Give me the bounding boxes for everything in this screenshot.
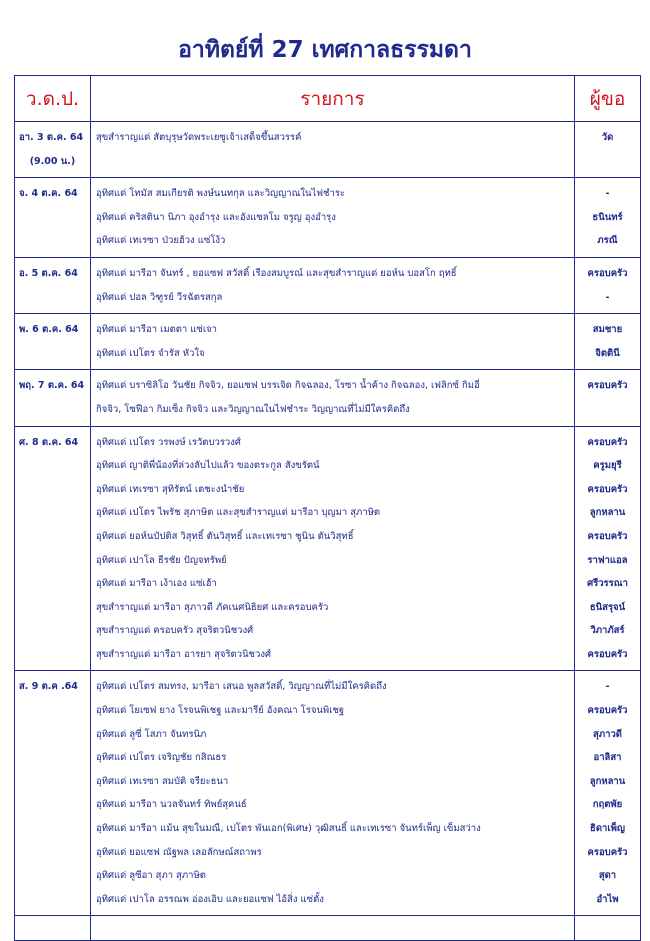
- intention-line: อุทิศแด่ โทมัส สมเกียรติ พงษ์นนทกุล และวิญญาณในไฟชำระ: [96, 188, 346, 200]
- intention-line: อุทิศแด่ เปโตร สมทรง, มารีอา เสนอ พูลสวัสดิ์, วิญญาณที่ไม่มีใครคิดถึง: [96, 681, 387, 693]
- intentions-cell: [91, 178, 575, 258]
- table-row: [15, 257, 641, 313]
- date-cell: [15, 426, 91, 671]
- header-requester: ผู้ขอ: [575, 76, 641, 122]
- requester-name: ศรีวรรณา: [587, 578, 628, 590]
- table-row: [15, 671, 641, 916]
- intention-line: อุทิศแด่ ปอล วิฑูรย์ วีรฉัตรสกุล: [96, 291, 223, 303]
- date-cell: [15, 314, 91, 370]
- requester-name: -: [605, 291, 610, 303]
- table-row: [15, 426, 641, 671]
- date-text: อา. 3 ต.ค. 64: [19, 132, 84, 143]
- requester-name: ราฟาแอล: [587, 554, 628, 566]
- requester-name: จิตตินี: [595, 347, 620, 359]
- requester-name: สมชาย: [592, 324, 623, 336]
- intentions-cell: [91, 314, 575, 370]
- requester-name: ครอบครัว: [587, 267, 628, 279]
- requester-name: วิภาภัสร์: [590, 625, 625, 637]
- intention-line: อุทิศแด่ ญาติพี่น้องที่ล่วงลับไปแล้ว ของตระกูล สังขรัตน์: [96, 460, 320, 472]
- requester-name: -: [605, 188, 610, 200]
- table-body: [15, 122, 641, 941]
- date-text: ศ. 8 ต.ค. 64: [19, 436, 79, 448]
- intention-line: อุทิศแด่ เปโตร เจริญชัย กสิณธร: [96, 752, 227, 764]
- intention-line: อุทิศแด่ ลูซี่ โสภา จันทรนิภ: [96, 728, 207, 740]
- intention-line: อุทิศแด่ มารีอา เมตตา แซ่เจา: [96, 324, 217, 336]
- intention-line: อุทิศแด่ เปาโล อรรณพ อ่องเอิบ และยอแซฟ ไอ้สิ่ง แซ่ตั้ง: [96, 893, 324, 905]
- intention-line: อุทิศแด่ เทเรซา ป่วยฮ้วง แซ่โง้ว: [96, 235, 226, 247]
- requester-name: ครอบครัว: [587, 380, 628, 392]
- table-row: [15, 314, 641, 370]
- empty-cell: [575, 916, 641, 941]
- intention-line: สุขสำราญแด่ ครอบครัว สุจริตวนิชวงศ์: [96, 625, 254, 637]
- intention-line: อุทิศแด่ ยอห์นบัปติส วิสุทธิ์ ตันวิสุทธิ์ และเทเรซา ชูนิน ตันวิสุทธิ์: [96, 530, 354, 542]
- requester-name: ลูกหลาน: [589, 775, 626, 787]
- date-cell: [15, 178, 91, 258]
- date-cell: [15, 122, 91, 178]
- intention-line: กิจจิว, โซฟีอา กิมเซ็ง กิจจิว และวิญญาณในไฟชำระ วิญญาณที่ไม่มีใครคิดถึง: [96, 403, 410, 415]
- requester-cell: [575, 370, 641, 426]
- requester-name: ธนินทร์: [592, 211, 623, 223]
- requester-name: วัด: [601, 132, 614, 143]
- intention-line: อุทิศแด่ โยเซฟ ยาง โรจนพิเชฐ และมารีย์ อังคณา โรจนพิเชฐ: [96, 705, 345, 717]
- intention-line: อุทิศแด่ มารีอา จันทร์ , ยอแซฟ สวัสดิ์ เรืองสมบูรณ์ และสุขสำราญแด่ ยอห์น บอสโก ฤทธิ์: [96, 267, 457, 279]
- intention-line: อุทิศแด่ ลูซีอา สุภา สุภาษิต: [96, 870, 206, 882]
- date-cell: [15, 257, 91, 313]
- requester-name: สุภาวดี: [593, 728, 622, 740]
- intention-line: อุทิศแด่ มารีอา แม้น สุขในมณี, เปโตร พันเอก(พิเศษ) วุฒิสนธิ์ และเทเรซา จันทร์เพ็ญ เข็มสว่าง: [96, 823, 481, 835]
- empty-cell: [91, 916, 575, 941]
- requester-name: ครอบครัว: [587, 648, 628, 660]
- intentions-cell: [91, 257, 575, 313]
- intention-line: อุทิศแด่ เปาโล ธีรชัย ปัญจทรัพย์: [96, 554, 227, 566]
- requester-name: สุดา: [598, 870, 617, 882]
- date-text: พ. 6 ต.ค. 64: [19, 324, 79, 336]
- requester-name: ธนิสรุจน์: [589, 601, 626, 613]
- table-header-row: [15, 76, 641, 122]
- requester-name: ภรณี: [597, 235, 618, 247]
- intention-line: สุขสำราญแด่ มารีอา อารยา สุจริตวนิชวงศ์: [96, 648, 272, 660]
- requester-name: กฤตพัย: [592, 799, 623, 811]
- intention-line: สุขสำราญแด่ สัตบุรุษวัดพระเยซูเจ้าเสด็จขึ้นสวรรค์: [96, 132, 302, 143]
- requester-cell: [575, 671, 641, 916]
- intention-line: อุทิศแด่ เปโตร ไพรัช สุภาษิต และสุขสำราญแด่ มารีอา บุญมา สุภาษิต: [96, 507, 381, 519]
- requester-name: ครอบครัว: [587, 846, 628, 858]
- intention-line: อุทิศแด่ มารีอา เง้าเอง แซ่เฮ้า: [96, 578, 217, 590]
- intentions-cell: [91, 671, 575, 916]
- date-cell: [15, 370, 91, 426]
- requester-cell: [575, 314, 641, 370]
- table-row: [15, 178, 641, 258]
- requester-name: -: [605, 681, 610, 693]
- intention-line: อุทิศแด่ คริสตินา นิภา อุงอำรุง และอังแซลโม จรูญ อุงอำรุง: [96, 211, 336, 223]
- date-cell: [15, 671, 91, 916]
- intention-line: อุทิศแด่ ยอแซฟ ณัฐพล เลอลักษณ์สถาพร: [96, 846, 262, 858]
- requester-name: อำไพ: [596, 893, 619, 905]
- requester-name: ครอบครัว: [587, 436, 628, 448]
- intentions-cell: [91, 426, 575, 671]
- intentions-cell: [91, 122, 575, 178]
- intention-line: สุขสำราญแด่ มารีอา สุภาวดี ภัคเนศนิธิยศ และครอบครัว: [96, 601, 329, 613]
- requester-name: อาลิสา: [593, 752, 622, 764]
- requester-name: ครอบครัว: [587, 483, 628, 495]
- empty-row: [15, 916, 641, 941]
- intentions-cell: [91, 370, 575, 426]
- requester-cell: [575, 178, 641, 258]
- requester-name: ลูกหลาน: [589, 507, 626, 519]
- table-row: [15, 370, 641, 426]
- requester-name: ครูมยุรี: [593, 460, 622, 472]
- header-date: ว.ด.ป.: [15, 76, 91, 122]
- requester-cell: [575, 426, 641, 671]
- date-text: พฤ. 7 ต.ค. 64: [19, 380, 85, 392]
- intention-line: อุทิศแด่ เปโตร วรพงษ์ เรวัตบวรวงศ์: [96, 436, 241, 448]
- date-text: จ. 4 ต.ค. 64: [19, 188, 78, 200]
- table-row: [15, 122, 641, 178]
- header-items: รายการ: [91, 76, 575, 122]
- empty-cell: [15, 916, 91, 941]
- intention-line: อุทิศแด่ มารีอา นวลจันทร์ ทิพย์สุคนธ์: [96, 799, 247, 811]
- requester-cell: [575, 257, 641, 313]
- mass-intention-table: [14, 75, 641, 941]
- requester-name: ครอบครัว: [587, 705, 628, 717]
- intention-line: อุทิศแด่ เทเรซา สมบัติ จรียะธนา: [96, 775, 229, 787]
- requester-name: ครอบครัว: [587, 530, 628, 542]
- date-text: ส. 9 ต.ค .64: [19, 681, 78, 693]
- time-text: (9.00 น.): [29, 155, 76, 167]
- intention-line: อุทิศแด่ บราซิลิโอ วันชัย กิจจิว, ยอแซฟ บรรเจิด กิจฉลอง, โรซา น้ำค้าง กิจฉลอง, เฟลิกซ์ กิมอี่: [96, 380, 480, 392]
- page-title: อาทิตย์ที่ 27 เทศกาลธรรมดา: [178, 37, 472, 63]
- requester-cell: [575, 122, 641, 178]
- requester-name: ธิดาเพ็ญ: [590, 823, 625, 835]
- intention-line: อุทิศแด่ เปโตร จำรัส หัวใจ: [96, 347, 205, 359]
- date-text: อ. 5 ต.ค. 64: [19, 267, 78, 279]
- intention-line: อุทิศแด่ เทเรซา สุทิรัตน์ เตชะงนำชัย: [96, 483, 245, 495]
